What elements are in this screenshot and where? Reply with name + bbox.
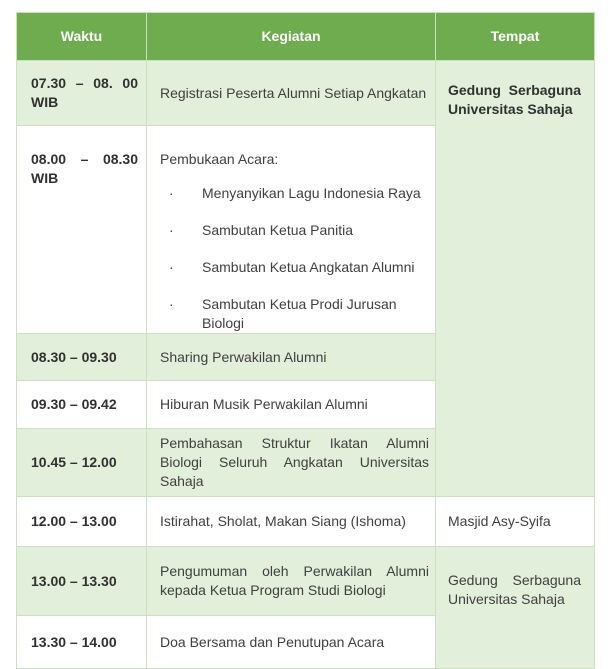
waktu-cell: 07.30 – 08. 00 WIB [17, 61, 147, 126]
bullet-text: Sambutan Ketua Prodi Jurusan Biologi [202, 296, 397, 331]
table-row [17, 547, 595, 616]
waktu-cell: 13.30 – 14.00 [17, 616, 147, 669]
kegiatan-cell: Pengumuman oleh Perwakilan Alumni kepada Ketua Program Studi Biologi [147, 547, 436, 616]
bullet-dot: · [169, 222, 174, 238]
header-row [17, 13, 595, 61]
header-tempat: Tempat [436, 13, 595, 61]
list-item [169, 295, 429, 333]
kegiatan-bullet-list [160, 184, 429, 333]
tempat-cell: Masjid Asy-Syifa [436, 497, 595, 547]
tempat-cell-merged: Gedung Serbaguna Universitas Sahaja [436, 547, 595, 669]
waktu-cell: 12.00 – 13.00 [17, 497, 147, 547]
waktu-cell: 09.30 – 09.42 [17, 381, 147, 429]
bullet-text: Menyanyikan Lagu Indonesia Raya [202, 185, 421, 201]
tempat-cell-merged: Gedung Serbaguna Universitas Sahaja [436, 61, 595, 497]
kegiatan-cell [147, 126, 436, 334]
kegiatan-cell: Registrasi Peserta Alumni Setiap Angkatan [147, 61, 436, 126]
bullet-dot: · [169, 259, 174, 275]
kegiatan-cell: Istirahat, Sholat, Makan Siang (Ishoma) [147, 497, 436, 547]
bullet-text: Sambutan Ketua Panitia [202, 222, 353, 238]
kegiatan-cell: Hiburan Musik Perwakilan Alumni [147, 381, 436, 429]
waktu-cell: 10.45 – 12.00 [17, 429, 147, 497]
table-row [17, 497, 595, 547]
waktu-cell: 08.30 – 09.30 [17, 334, 147, 381]
waktu-cell: 13.00 – 13.30 [17, 547, 147, 616]
list-item [169, 221, 429, 240]
waktu-cell: 08.00 – 08.30 WIB [17, 126, 147, 334]
bullet-text: Sambutan Ketua Angkatan Alumni [202, 259, 415, 275]
kegiatan-cell: Pembahasan Struktur Ikatan Alumni Biologi Seluruh Angkatan Universitas Sahaja [147, 429, 436, 497]
header-waktu: Waktu [17, 13, 147, 61]
table-row [17, 61, 595, 126]
schedule-table-container [16, 12, 595, 669]
kegiatan-cell: Sharing Perwakilan Alumni [147, 334, 436, 381]
bullet-dot: · [169, 296, 174, 312]
schedule-table [16, 12, 595, 669]
list-item [169, 184, 429, 203]
bullet-dot: · [169, 185, 174, 201]
header-kegiatan: Kegiatan [147, 13, 436, 61]
list-item [169, 258, 429, 277]
kegiatan-cell: Doa Bersama dan Penutupan Acara [147, 616, 436, 669]
kegiatan-title: Pembukaan Acara: [160, 151, 279, 167]
